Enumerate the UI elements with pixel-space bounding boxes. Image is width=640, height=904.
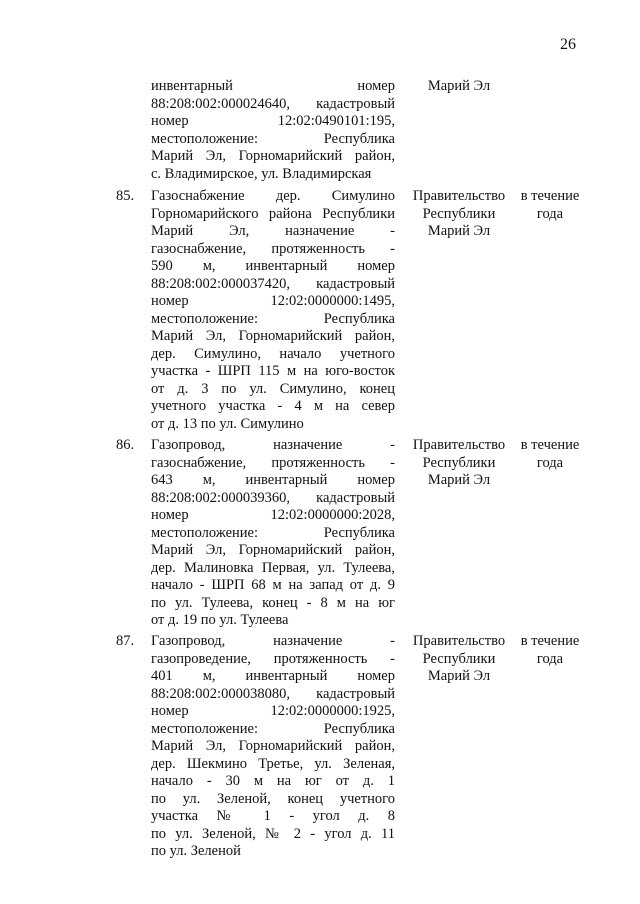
responsible-line: Правительство xyxy=(412,633,506,649)
term-line: в течение xyxy=(520,633,580,649)
term-line: года xyxy=(536,205,564,222)
description-line: Горномарийского района Республики xyxy=(151,205,395,222)
responsible-line: Марий Эл xyxy=(427,472,491,488)
responsible-line: Марий Эл xyxy=(427,223,491,239)
description-line: Марий Эл, Горномарийский район, xyxy=(151,738,395,754)
row-responsible xyxy=(405,78,513,96)
row-number: 87. xyxy=(116,633,135,649)
term-line: года xyxy=(536,650,564,667)
description-line: участка № 1 - угол д. 8 xyxy=(151,808,395,824)
row-term xyxy=(515,188,585,223)
row-responsible xyxy=(405,188,513,241)
description-line: по ул. Зеленой, конец учетного xyxy=(151,790,395,807)
responsible-line: Правительство xyxy=(412,437,506,453)
description-line: дер. Малиновка Первая, ул. Тулеева, xyxy=(151,559,395,576)
description-line: номер 12:02:0000000:2028, xyxy=(151,507,395,523)
description-line: с. Владимирское, ул. Владимирская xyxy=(151,165,372,182)
row-number: 86. xyxy=(116,437,135,453)
description-line: Марий Эл, Горномарийский район, xyxy=(151,542,395,558)
description-line: Марий Эл, Горномарийский район, xyxy=(151,328,395,344)
responsible-line: Республики xyxy=(422,454,496,471)
row-responsible xyxy=(405,633,513,686)
description-line: местоположение: Республика xyxy=(151,130,395,147)
description-line: от д. 3 по ул. Симулино, конец xyxy=(151,380,395,397)
description-line: 88:208:002:000038080, кадастровый xyxy=(151,685,395,702)
term-line: в течение xyxy=(520,437,580,453)
description-line: от д. 19 по ул. Тулеева xyxy=(151,612,289,628)
description-line: дер. Шекмино Третье, ул. Зеленая, xyxy=(151,755,395,772)
row-responsible xyxy=(405,437,513,490)
description-line: местоположение: Республика xyxy=(151,524,395,541)
description-line: по ул. Зеленой, № 2 - угол д. 11 xyxy=(151,825,395,842)
description-line: 401 м, инвентарный номер xyxy=(151,668,395,684)
description-line: инвентарный номер xyxy=(151,78,395,94)
description-line: 590 м, инвентарный номер xyxy=(151,258,395,274)
responsible-line: Республики xyxy=(422,650,496,667)
description-line: начало - 30 м на юг от д. 1 xyxy=(151,773,395,789)
description-line: начало - ШРП 68 м на запад от д. 9 xyxy=(151,577,395,593)
description-line: Газоснабжение дер. Симулино xyxy=(151,188,395,204)
description-line: номер 12:02:0000000:1495, xyxy=(151,293,395,309)
description-line: Марий Эл, назначение - xyxy=(151,223,395,239)
description-line: газоснабжение, протяженность - xyxy=(151,454,395,471)
description-line: газоснабжение, протяженность - xyxy=(151,240,395,257)
description-line: от д. 13 по ул. Симулино xyxy=(151,415,304,432)
term-line: года xyxy=(536,454,564,471)
description-line: местоположение: Республика xyxy=(151,310,395,327)
responsible-line: Правительство xyxy=(412,188,506,204)
description-line: 88:208:002:000039360, кадастровый xyxy=(151,489,395,506)
description-line: номер 12:02:0490101:195, xyxy=(151,113,395,129)
description-line: учетного участка - 4 м на север xyxy=(151,398,395,414)
responsible-line: Марий Эл xyxy=(427,668,491,684)
description-line: участка - ШРП 115 м на юго-восток xyxy=(151,363,395,379)
responsible-line: Марий Эл xyxy=(427,78,491,94)
description-line: дер. Симулино, начало учетного xyxy=(151,345,395,362)
row-number: 85. xyxy=(116,188,135,204)
row-term xyxy=(515,437,585,472)
description-line: 88:208:002:000037420, кадастровый xyxy=(151,275,395,292)
row-description xyxy=(151,188,395,433)
description-line: по ул. Зеленой xyxy=(151,843,241,859)
responsible-line: Республики xyxy=(422,205,496,222)
description-line: Марий Эл, Горномарийский район, xyxy=(151,148,395,164)
description-line: 88:208:002:000024640, кадастровый xyxy=(151,95,395,112)
description-line: Газопровод, назначение - xyxy=(151,437,395,453)
description-line: Газопровод, назначение - xyxy=(151,633,395,649)
row-term xyxy=(515,633,585,668)
description-line: номер 12:02:0000000:1925, xyxy=(151,703,395,719)
row-description xyxy=(151,78,395,183)
description-line: по ул. Тулеева, конец - 8 м на юг xyxy=(151,594,395,611)
description-line: газопроведение, протяженность - xyxy=(151,650,395,667)
row-description xyxy=(151,633,395,861)
description-line: местоположение: Республика xyxy=(151,720,395,737)
term-line: в течение xyxy=(520,188,580,204)
description-line: 643 м, инвентарный номер xyxy=(151,472,395,488)
page-number: 26 xyxy=(560,36,576,53)
row-description xyxy=(151,437,395,630)
